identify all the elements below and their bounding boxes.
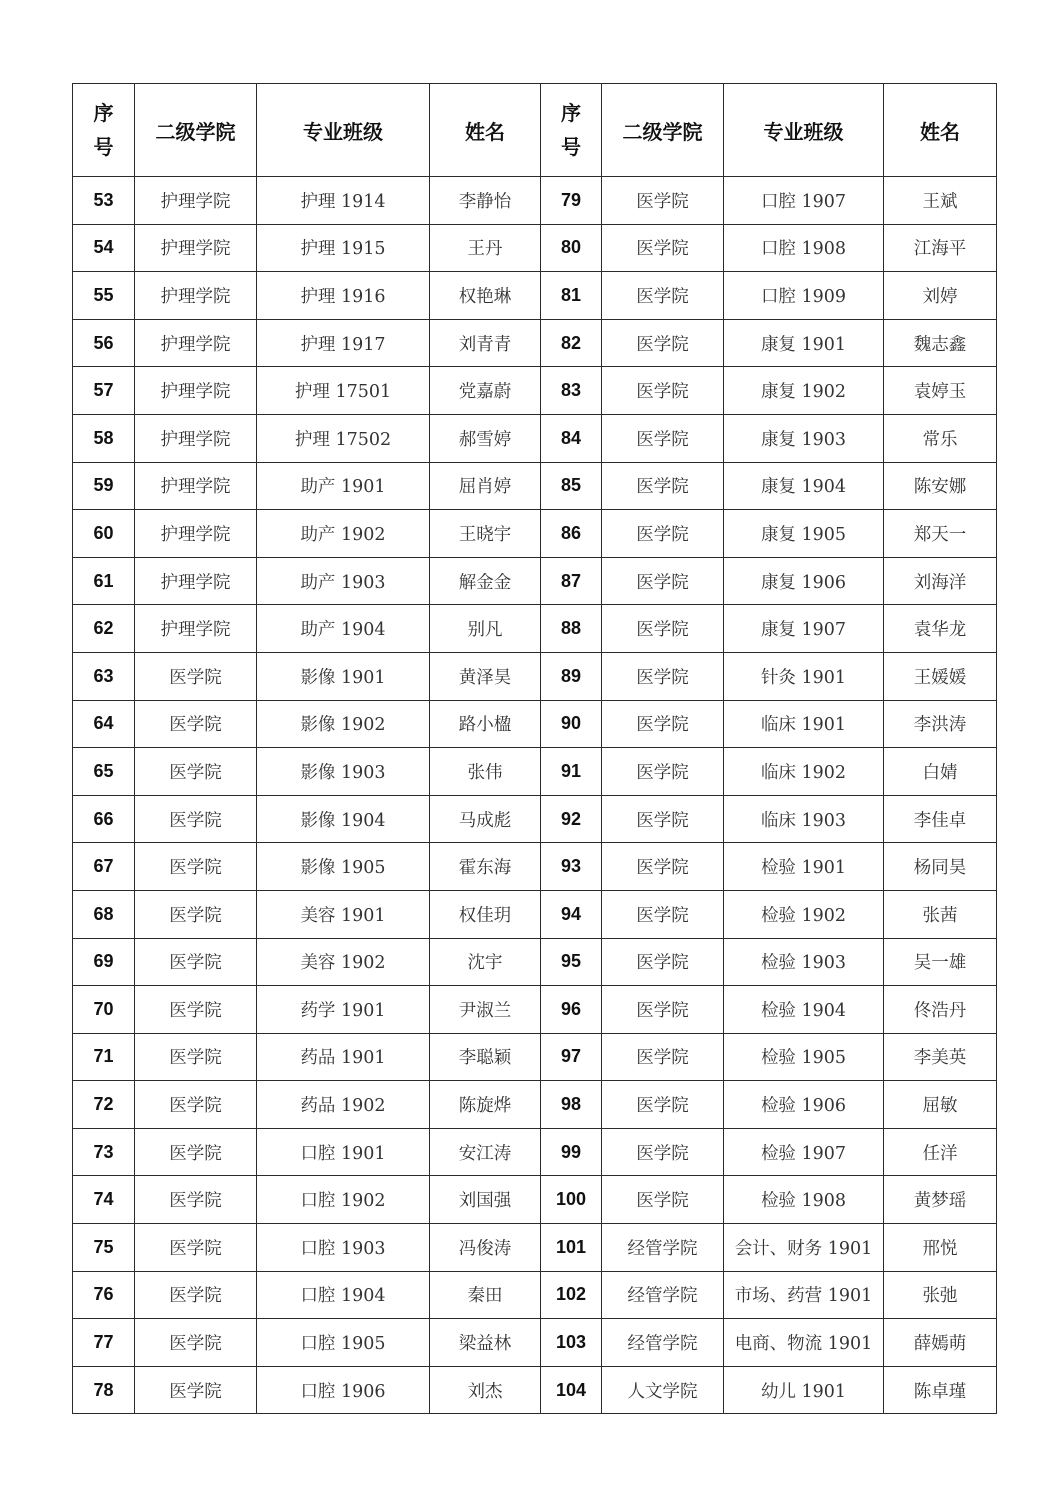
name-cell: 杨同昊	[884, 843, 997, 891]
class-cell: 康复 1904	[724, 462, 884, 510]
seq-cell: 84	[541, 414, 602, 462]
header-seq-right	[541, 84, 602, 177]
name-cell: 任洋	[884, 1128, 997, 1176]
header-seq-char-1: 序	[561, 101, 581, 125]
table-body	[73, 177, 997, 1414]
college-cell: 医学院	[135, 890, 257, 938]
seq-cell: 72	[73, 1081, 135, 1129]
class-cell: 口腔 1908	[724, 224, 884, 272]
roster-table	[72, 83, 997, 1414]
seq-cell: 56	[73, 319, 135, 367]
class-cell: 影像 1902	[257, 700, 430, 748]
college-cell: 医学院	[602, 510, 724, 558]
class-cell: 药学 1901	[257, 986, 430, 1034]
table-row	[73, 1366, 997, 1414]
name-cell: 屈敏	[884, 1081, 997, 1129]
seq-cell: 59	[73, 462, 135, 510]
class-cell: 药品 1901	[257, 1033, 430, 1081]
table-row	[73, 986, 997, 1034]
college-cell: 医学院	[602, 1128, 724, 1176]
class-cell: 康复 1905	[724, 510, 884, 558]
seq-cell: 95	[541, 938, 602, 986]
name-cell: 袁婷玉	[884, 367, 997, 415]
header-row	[73, 84, 997, 177]
seq-cell: 98	[541, 1081, 602, 1129]
seq-cell: 102	[541, 1271, 602, 1319]
name-cell: 黄泽昊	[430, 652, 541, 700]
college-cell: 医学院	[602, 652, 724, 700]
class-cell: 检验 1904	[724, 986, 884, 1034]
seq-cell: 61	[73, 557, 135, 605]
seq-cell: 69	[73, 938, 135, 986]
class-cell: 康复 1906	[724, 557, 884, 605]
seq-cell: 96	[541, 986, 602, 1034]
name-cell: 马成彪	[430, 795, 541, 843]
seq-cell: 53	[73, 177, 135, 225]
name-cell: 魏志鑫	[884, 319, 997, 367]
table-row	[73, 700, 997, 748]
college-cell: 人文学院	[602, 1366, 724, 1414]
class-cell: 影像 1904	[257, 795, 430, 843]
seq-cell: 94	[541, 890, 602, 938]
seq-cell: 104	[541, 1366, 602, 1414]
college-cell: 医学院	[135, 843, 257, 891]
seq-cell: 93	[541, 843, 602, 891]
header-seq-left	[73, 84, 135, 177]
seq-cell: 97	[541, 1033, 602, 1081]
college-cell: 经管学院	[602, 1224, 724, 1272]
class-cell: 市场、药营 1901	[724, 1271, 884, 1319]
name-cell: 陈卓瑾	[884, 1366, 997, 1414]
college-cell: 医学院	[602, 414, 724, 462]
seq-cell: 91	[541, 748, 602, 796]
college-cell: 医学院	[135, 652, 257, 700]
seq-cell: 77	[73, 1319, 135, 1367]
seq-cell: 76	[73, 1271, 135, 1319]
name-cell: 王丹	[430, 224, 541, 272]
name-cell: 张伟	[430, 748, 541, 796]
table-row	[73, 1176, 997, 1224]
class-cell: 护理 17501	[257, 367, 430, 415]
seq-cell: 80	[541, 224, 602, 272]
college-cell: 医学院	[135, 938, 257, 986]
class-cell: 会计、财务 1901	[724, 1224, 884, 1272]
seq-cell: 67	[73, 843, 135, 891]
table-row	[73, 177, 997, 225]
name-cell: 李佳卓	[884, 795, 997, 843]
seq-cell: 63	[73, 652, 135, 700]
seq-cell: 71	[73, 1033, 135, 1081]
seq-cell: 87	[541, 557, 602, 605]
college-cell: 医学院	[135, 1271, 257, 1319]
class-cell: 护理 17502	[257, 414, 430, 462]
name-cell: 李美英	[884, 1033, 997, 1081]
header-name-right: 姓名	[884, 84, 997, 177]
college-cell: 护理学院	[135, 177, 257, 225]
name-cell: 刘杰	[430, 1366, 541, 1414]
name-cell: 路小楹	[430, 700, 541, 748]
college-cell: 医学院	[135, 1366, 257, 1414]
college-cell: 医学院	[602, 1081, 724, 1129]
class-cell: 检验 1902	[724, 890, 884, 938]
class-cell: 电商、物流 1901	[724, 1319, 884, 1367]
seq-cell: 54	[73, 224, 135, 272]
class-cell: 助产 1903	[257, 557, 430, 605]
college-cell: 医学院	[135, 1081, 257, 1129]
name-cell: 袁华龙	[884, 605, 997, 653]
seq-cell: 83	[541, 367, 602, 415]
college-cell: 医学院	[602, 938, 724, 986]
seq-cell: 92	[541, 795, 602, 843]
college-cell: 经管学院	[602, 1319, 724, 1367]
class-cell: 影像 1901	[257, 652, 430, 700]
header-class-right: 专业班级	[724, 84, 884, 177]
table-row	[73, 652, 997, 700]
table-row	[73, 1128, 997, 1176]
name-cell: 张弛	[884, 1271, 997, 1319]
name-cell: 白婧	[884, 748, 997, 796]
name-cell: 别凡	[430, 605, 541, 653]
name-cell: 佟浩丹	[884, 986, 997, 1034]
header-name-left: 姓名	[430, 84, 541, 177]
name-cell: 沈宇	[430, 938, 541, 986]
table-row	[73, 938, 997, 986]
college-cell: 医学院	[135, 1128, 257, 1176]
seq-cell: 99	[541, 1128, 602, 1176]
college-cell: 医学院	[135, 795, 257, 843]
class-cell: 药品 1902	[257, 1081, 430, 1129]
class-cell: 美容 1901	[257, 890, 430, 938]
name-cell: 党嘉蔚	[430, 367, 541, 415]
college-cell: 护理学院	[135, 414, 257, 462]
name-cell: 屈肖婷	[430, 462, 541, 510]
class-cell: 美容 1902	[257, 938, 430, 986]
name-cell: 李聪颖	[430, 1033, 541, 1081]
college-cell: 医学院	[602, 890, 724, 938]
name-cell: 陈旋烨	[430, 1081, 541, 1129]
college-cell: 医学院	[602, 177, 724, 225]
name-cell: 刘海洋	[884, 557, 997, 605]
seq-cell: 86	[541, 510, 602, 558]
table-row	[73, 1224, 997, 1272]
college-cell: 医学院	[602, 1176, 724, 1224]
seq-cell: 68	[73, 890, 135, 938]
class-cell: 康复 1907	[724, 605, 884, 653]
class-cell: 口腔 1906	[257, 1366, 430, 1414]
seq-cell: 79	[541, 177, 602, 225]
class-cell: 护理 1914	[257, 177, 430, 225]
college-cell: 医学院	[602, 272, 724, 320]
table-row	[73, 557, 997, 605]
class-cell: 检验 1905	[724, 1033, 884, 1081]
seq-cell: 101	[541, 1224, 602, 1272]
table-row	[73, 1271, 997, 1319]
seq-cell: 103	[541, 1319, 602, 1367]
class-cell: 口腔 1902	[257, 1176, 430, 1224]
header-seq-char-2: 号	[93, 135, 114, 159]
college-cell: 医学院	[602, 557, 724, 605]
class-cell: 助产 1901	[257, 462, 430, 510]
college-cell: 医学院	[602, 986, 724, 1034]
class-cell: 口腔 1905	[257, 1319, 430, 1367]
seq-cell: 81	[541, 272, 602, 320]
seq-cell: 100	[541, 1176, 602, 1224]
class-cell: 助产 1902	[257, 510, 430, 558]
college-cell: 医学院	[602, 462, 724, 510]
name-cell: 解金金	[430, 557, 541, 605]
name-cell: 薛嫣萌	[884, 1319, 997, 1367]
name-cell: 邢悦	[884, 1224, 997, 1272]
college-cell: 护理学院	[135, 510, 257, 558]
college-cell: 医学院	[602, 700, 724, 748]
name-cell: 王晓宇	[430, 510, 541, 558]
table-header	[73, 84, 997, 177]
table-row	[73, 795, 997, 843]
college-cell: 医学院	[135, 986, 257, 1034]
class-cell: 口腔 1909	[724, 272, 884, 320]
seq-cell: 88	[541, 605, 602, 653]
table-row	[73, 224, 997, 272]
class-cell: 临床 1902	[724, 748, 884, 796]
class-cell: 助产 1904	[257, 605, 430, 653]
table-row	[73, 319, 997, 367]
seq-cell: 73	[73, 1128, 135, 1176]
table-row	[73, 462, 997, 510]
name-cell: 王媛媛	[884, 652, 997, 700]
class-cell: 口腔 1903	[257, 1224, 430, 1272]
name-cell: 王斌	[884, 177, 997, 225]
seq-cell: 65	[73, 748, 135, 796]
name-cell: 权佳玥	[430, 890, 541, 938]
name-cell: 吴一雄	[884, 938, 997, 986]
class-cell: 幼儿 1901	[724, 1366, 884, 1414]
name-cell: 刘国强	[430, 1176, 541, 1224]
class-cell: 检验 1907	[724, 1128, 884, 1176]
college-cell: 医学院	[135, 700, 257, 748]
college-cell: 医学院	[602, 605, 724, 653]
college-cell: 医学院	[602, 843, 724, 891]
header-college-left: 二级学院	[135, 84, 257, 177]
name-cell: 秦田	[430, 1271, 541, 1319]
header-college-right: 二级学院	[602, 84, 724, 177]
college-cell: 医学院	[602, 748, 724, 796]
seq-cell: 74	[73, 1176, 135, 1224]
seq-cell: 89	[541, 652, 602, 700]
table-row	[73, 748, 997, 796]
name-cell: 郑天一	[884, 510, 997, 558]
class-cell: 影像 1903	[257, 748, 430, 796]
name-cell: 郝雪婷	[430, 414, 541, 462]
seq-cell: 70	[73, 986, 135, 1034]
college-cell: 医学院	[135, 748, 257, 796]
class-cell: 康复 1903	[724, 414, 884, 462]
seq-cell: 78	[73, 1366, 135, 1414]
college-cell: 护理学院	[135, 319, 257, 367]
name-cell: 李洪涛	[884, 700, 997, 748]
college-cell: 医学院	[135, 1033, 257, 1081]
name-cell: 江海平	[884, 224, 997, 272]
table-row	[73, 843, 997, 891]
seq-cell: 82	[541, 319, 602, 367]
seq-cell: 66	[73, 795, 135, 843]
college-cell: 医学院	[602, 795, 724, 843]
name-cell: 安江涛	[430, 1128, 541, 1176]
class-cell: 影像 1905	[257, 843, 430, 891]
college-cell: 医学院	[135, 1176, 257, 1224]
name-cell: 常乐	[884, 414, 997, 462]
college-cell: 医学院	[602, 1033, 724, 1081]
name-cell: 冯俊涛	[430, 1224, 541, 1272]
college-cell: 护理学院	[135, 367, 257, 415]
college-cell: 医学院	[602, 319, 724, 367]
college-cell: 医学院	[602, 224, 724, 272]
college-cell: 医学院	[602, 367, 724, 415]
table-row	[73, 605, 997, 653]
name-cell: 黄梦瑶	[884, 1176, 997, 1224]
name-cell: 尹淑兰	[430, 986, 541, 1034]
name-cell: 刘青青	[430, 319, 541, 367]
college-cell: 经管学院	[602, 1271, 724, 1319]
college-cell: 护理学院	[135, 224, 257, 272]
seq-cell: 60	[73, 510, 135, 558]
table-row	[73, 1081, 997, 1129]
name-cell: 权艳琳	[430, 272, 541, 320]
name-cell: 梁益林	[430, 1319, 541, 1367]
class-cell: 口腔 1907	[724, 177, 884, 225]
table-row	[73, 414, 997, 462]
class-cell: 检验 1903	[724, 938, 884, 986]
header-seq-char-1: 序	[93, 101, 114, 125]
seq-cell: 62	[73, 605, 135, 653]
name-cell: 张茜	[884, 890, 997, 938]
seq-cell: 57	[73, 367, 135, 415]
seq-cell: 90	[541, 700, 602, 748]
table-row	[73, 510, 997, 558]
class-cell: 检验 1908	[724, 1176, 884, 1224]
name-cell: 李静怡	[430, 177, 541, 225]
name-cell: 刘婷	[884, 272, 997, 320]
class-cell: 检验 1901	[724, 843, 884, 891]
college-cell: 医学院	[135, 1319, 257, 1367]
class-cell: 口腔 1901	[257, 1128, 430, 1176]
seq-cell: 64	[73, 700, 135, 748]
seq-cell: 55	[73, 272, 135, 320]
table-row	[73, 1319, 997, 1367]
header-seq-char-2: 号	[561, 135, 581, 159]
name-cell: 陈安娜	[884, 462, 997, 510]
name-cell: 霍东海	[430, 843, 541, 891]
college-cell: 医学院	[135, 1224, 257, 1272]
college-cell: 护理学院	[135, 272, 257, 320]
class-cell: 检验 1906	[724, 1081, 884, 1129]
college-cell: 护理学院	[135, 462, 257, 510]
table-row	[73, 367, 997, 415]
class-cell: 护理 1916	[257, 272, 430, 320]
class-cell: 针灸 1901	[724, 652, 884, 700]
class-cell: 护理 1915	[257, 224, 430, 272]
class-cell: 临床 1901	[724, 700, 884, 748]
class-cell: 康复 1902	[724, 367, 884, 415]
header-class-left: 专业班级	[257, 84, 430, 177]
college-cell: 护理学院	[135, 557, 257, 605]
class-cell: 口腔 1904	[257, 1271, 430, 1319]
table-row	[73, 890, 997, 938]
seq-cell: 85	[541, 462, 602, 510]
class-cell: 护理 1917	[257, 319, 430, 367]
college-cell: 护理学院	[135, 605, 257, 653]
seq-cell: 75	[73, 1224, 135, 1272]
table-row	[73, 272, 997, 320]
class-cell: 康复 1901	[724, 319, 884, 367]
table-row	[73, 1033, 997, 1081]
class-cell: 临床 1903	[724, 795, 884, 843]
seq-cell: 58	[73, 414, 135, 462]
